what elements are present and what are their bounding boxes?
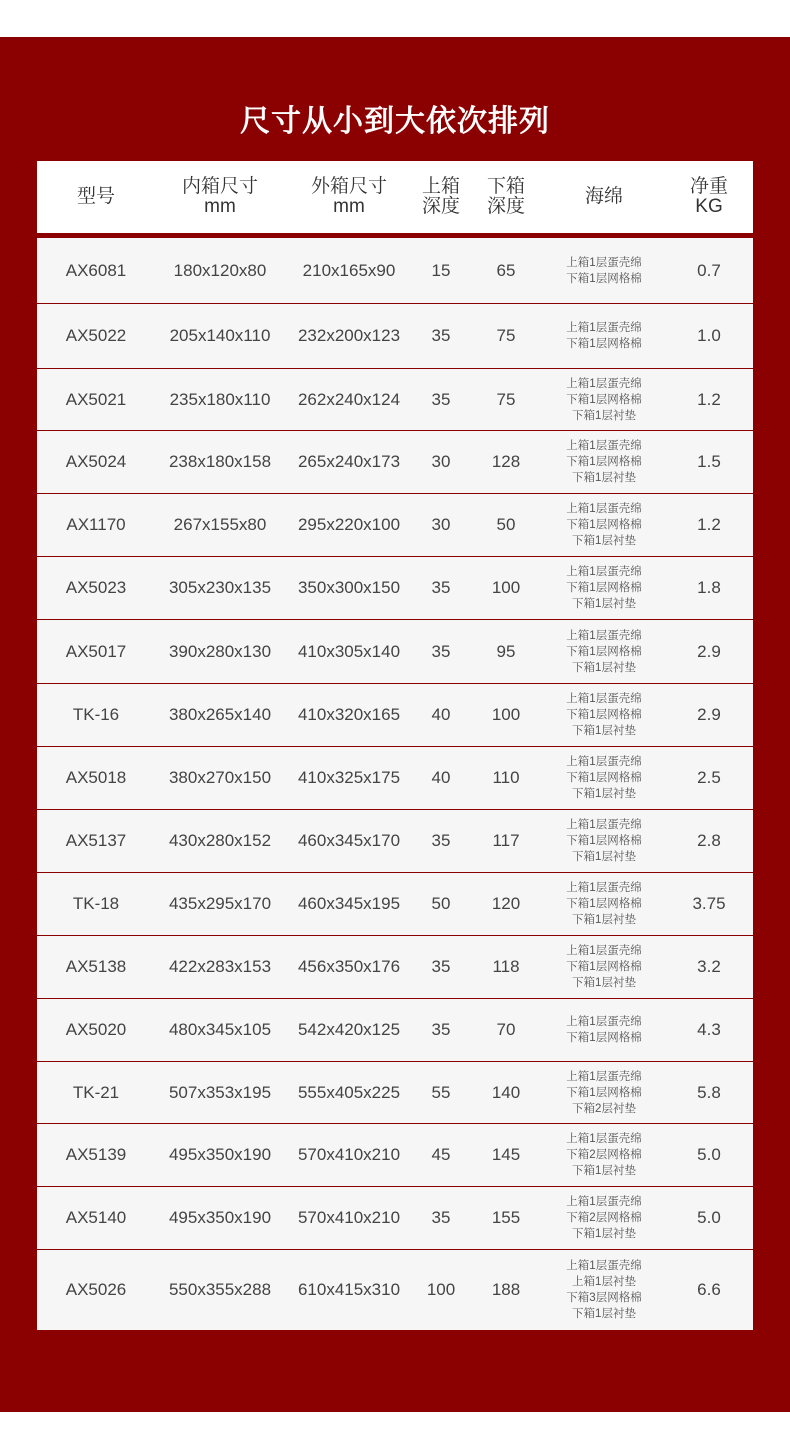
- bottom-depth-cell: 75: [496, 326, 516, 345]
- table-row: [37, 304, 753, 369]
- table-row: [37, 747, 753, 810]
- page-title: 尺寸从小到大依次排列: [240, 104, 550, 139]
- outer-size-cell: 456x350x176: [297, 957, 401, 976]
- bottom-depth-cell: 65: [496, 260, 516, 280]
- model-cell: AX1170: [66, 515, 126, 534]
- weight-cell: 3.2: [697, 957, 721, 976]
- foam-line: 上箱1层蛋壳绵: [566, 256, 642, 269]
- foam-line: 上箱1层蛋壳绵: [566, 882, 642, 894]
- header-label-line: mm: [204, 196, 236, 217]
- table-row: [37, 620, 753, 684]
- inner-size-cell: 380x265x140: [168, 705, 272, 724]
- foam-line: 下箱2层衬垫: [572, 1102, 636, 1115]
- foam-cell: [543, 810, 665, 872]
- outer-size-cell: 570x410x210: [297, 1208, 401, 1227]
- model-cell: AX5138: [65, 957, 127, 976]
- top-depth-cell: 35: [431, 957, 451, 976]
- outer-size-cell: 232x200x123: [297, 326, 401, 345]
- weight-cell: 2.5: [697, 768, 721, 787]
- model-cell: AX5018: [65, 768, 127, 787]
- model-cell: AX5026: [65, 1280, 127, 1299]
- top-depth-cell: 100: [426, 1280, 456, 1299]
- model-cell: AX5021: [65, 389, 127, 409]
- foam-line: 上箱1层蛋壳绵: [566, 503, 642, 515]
- inner-size-cell: 390x280x130: [168, 641, 272, 661]
- top-depth-cell: 30: [431, 515, 451, 534]
- foam-line: 下箱1层衬垫: [572, 725, 636, 737]
- header-label-line: 深度: [486, 196, 525, 217]
- top-depth-cell: 35: [431, 389, 451, 409]
- foam-line: 上箱1层蛋壳绵: [566, 693, 642, 705]
- inner-size-cell: 495x350x190: [168, 1208, 272, 1227]
- inner-size-cell: 380x270x150: [168, 768, 272, 787]
- foam-cell: [543, 747, 665, 809]
- table-row: [37, 1250, 753, 1330]
- table-row: [37, 684, 753, 747]
- bottom-depth-cell: 95: [496, 641, 516, 661]
- foam-line: 上箱1层蛋壳绵: [566, 1016, 642, 1028]
- table-row: [37, 431, 753, 494]
- weight-cell: 1.5: [697, 452, 721, 471]
- foam-line: 下箱1层衬垫: [572, 535, 636, 547]
- foam-cell: [543, 494, 665, 556]
- model-cell: AX5020: [65, 1020, 127, 1039]
- weight-cell: 5.0: [697, 1208, 721, 1227]
- header-inner-size: [155, 161, 285, 233]
- bottom-depth-cell: 70: [496, 1020, 516, 1039]
- outer-size-cell: 460x345x195: [297, 894, 401, 913]
- foam-line: 下箱1层衬垫: [572, 1165, 636, 1177]
- header-weight: [665, 161, 753, 233]
- foam-line: 下箱1层网格棉: [566, 338, 642, 350]
- outer-size-cell: 410x305x140: [297, 641, 401, 661]
- header-outer-size: [285, 161, 413, 233]
- foam-cell: [543, 873, 665, 935]
- foam-line: 下箱1层网格棉: [566, 519, 642, 531]
- header-label-line: KG: [695, 196, 723, 217]
- outer-size-cell: 555x405x225: [297, 1082, 401, 1102]
- foam-line: 上箱1层蛋壳绵: [566, 1196, 642, 1208]
- foam-cell: [543, 1062, 665, 1123]
- foam-line: 下箱1层网格棉: [566, 582, 642, 594]
- model-cell: AX5024: [65, 452, 127, 471]
- foam-line: 上箱1层蛋壳绵: [566, 1260, 642, 1272]
- outer-size-cell: 610x415x310: [297, 1280, 401, 1299]
- foam-line: 上箱1层蛋壳绵: [566, 322, 642, 334]
- top-depth-cell: 40: [431, 705, 451, 724]
- foam-line: 下箱1层网格棉: [566, 835, 642, 847]
- top-depth-cell: 35: [431, 1020, 451, 1039]
- foam-line: 上箱1层蛋壳绵: [566, 819, 642, 831]
- foam-line: 上箱1层蛋壳绵: [566, 377, 642, 390]
- inner-size-cell: 235x180x110: [169, 389, 271, 409]
- bottom-depth-cell: 100: [491, 578, 521, 597]
- inner-size-cell: 305x230x135: [168, 578, 272, 597]
- weight-cell: 1.2: [697, 515, 721, 534]
- inner-size-cell: 435x295x170: [168, 894, 272, 913]
- foam-cell: [543, 557, 665, 619]
- outer-size-cell: 460x345x170: [297, 831, 401, 850]
- foam-line: 下箱1层衬垫: [572, 409, 636, 422]
- weight-cell: 5.0: [697, 1145, 721, 1164]
- size-table: [37, 161, 753, 1330]
- weight-cell: 2.9: [697, 641, 721, 661]
- foam-line: 下箱1层衬垫: [572, 977, 636, 989]
- weight-cell: 2.9: [697, 705, 721, 724]
- weight-cell: 2.8: [697, 831, 721, 850]
- bottom-depth-cell: 117: [492, 831, 520, 850]
- header-label-line: 净重: [689, 176, 728, 197]
- inner-size-cell: 507x353x195: [168, 1082, 272, 1102]
- table-row: [37, 1062, 753, 1124]
- model-cell: TK-18: [72, 894, 120, 913]
- foam-line: 下箱3层网格棉: [566, 1292, 642, 1304]
- model-cell: AX5139: [65, 1145, 127, 1164]
- bottom-depth-cell: 120: [491, 894, 521, 913]
- foam-line: 下箱1层网格棉: [566, 456, 642, 468]
- foam-cell: [543, 1250, 665, 1330]
- table-row: [37, 1187, 753, 1250]
- foam-cell: [543, 620, 665, 683]
- weight-cell: 1.0: [697, 326, 721, 345]
- table-row: [37, 557, 753, 620]
- inner-size-cell: 495x350x190: [168, 1145, 272, 1164]
- bottom-depth-cell: 128: [491, 452, 521, 471]
- foam-line: 上箱1层蛋壳绵: [566, 945, 642, 957]
- outer-size-cell: 542x420x125: [297, 1020, 401, 1039]
- foam-cell: [543, 936, 665, 998]
- foam-line: 上箱1层蛋壳绵: [566, 756, 642, 768]
- foam-line: 下箱1层网格棉: [566, 1032, 642, 1044]
- top-depth-cell: 35: [431, 641, 451, 661]
- foam-line: 下箱1层衬垫: [572, 598, 636, 610]
- top-depth-cell: 35: [431, 578, 451, 597]
- inner-size-cell: 422x283x153: [168, 957, 272, 976]
- table-row: [37, 999, 753, 1062]
- foam-line: 下箱1层网格棉: [566, 772, 642, 784]
- foam-line: 上箱1层蛋壳绵: [566, 566, 642, 578]
- top-depth-cell: 15: [431, 260, 451, 280]
- table-header: [37, 161, 753, 238]
- outer-size-cell: 210x165x90: [302, 260, 396, 280]
- header-label-line: 内箱尺寸: [181, 176, 258, 197]
- outer-size-cell: 262x240x124: [297, 389, 401, 409]
- weight-cell: 1.2: [697, 389, 721, 409]
- bottom-depth-cell: 140: [491, 1082, 521, 1102]
- top-depth-cell: 55: [431, 1082, 451, 1102]
- table-row: [37, 238, 753, 304]
- model-cell: AX5022: [65, 326, 127, 345]
- bottom-depth-cell: 75: [496, 389, 516, 409]
- foam-cell: [543, 999, 665, 1061]
- header-label-line: 下箱: [486, 176, 525, 197]
- header-label-line: mm: [333, 196, 365, 217]
- outer-size-cell: 265x240x173: [297, 452, 401, 471]
- inner-size-cell: 430x280x152: [168, 831, 272, 850]
- outer-size-cell: 350x300x150: [297, 578, 401, 597]
- foam-cell: [543, 1187, 665, 1249]
- bottom-depth-cell: 110: [492, 768, 520, 787]
- inner-size-cell: 180x120x80: [173, 260, 267, 280]
- outer-size-cell: 410x325x175: [297, 768, 401, 787]
- table-row: [37, 810, 753, 873]
- foam-cell: [543, 684, 665, 746]
- outer-size-cell: 410x320x165: [297, 705, 401, 724]
- weight-cell: 5.8: [697, 1082, 721, 1102]
- foam-line: 上箱1层蛋壳绵: [566, 1070, 642, 1083]
- foam-line: 下箱2层网格棉: [566, 1149, 642, 1161]
- bottom-depth-cell: 50: [496, 515, 516, 534]
- foam-line: 上箱1层衬垫: [572, 1276, 636, 1288]
- foam-line: 下箱1层衬垫: [572, 1228, 636, 1240]
- header-label-line: 外箱尺寸: [310, 176, 387, 197]
- bottom-depth-cell: 118: [492, 957, 520, 976]
- top-depth-cell: 35: [431, 831, 451, 850]
- foam-line: 上箱1层蛋壳绵: [566, 440, 642, 452]
- weight-cell: 1.8: [697, 578, 721, 597]
- header-label-line: 型号: [76, 186, 115, 207]
- inner-size-cell: 267x155x80: [173, 515, 267, 534]
- bottom-depth-cell: 145: [491, 1145, 521, 1164]
- foam-line: 下箱1层衬垫: [572, 1308, 636, 1320]
- foam-line: 下箱1层衬垫: [572, 661, 636, 674]
- weight-cell: 4.3: [697, 1020, 721, 1039]
- foam-line: 下箱1层网格棉: [566, 272, 642, 285]
- table-row: [37, 369, 753, 431]
- header-label-line: 上箱: [421, 176, 460, 197]
- weight-cell: 0.7: [697, 260, 721, 280]
- top-depth-cell: 30: [431, 452, 451, 471]
- header-foam: [543, 161, 665, 233]
- outer-size-cell: 295x220x100: [297, 515, 401, 534]
- model-cell: AX6081: [65, 260, 127, 280]
- model-cell: AX5023: [65, 578, 127, 597]
- foam-cell: [543, 431, 665, 493]
- header-label-line: 深度: [421, 196, 460, 217]
- model-cell: AX5017: [65, 641, 127, 661]
- bottom-depth-cell: 100: [491, 705, 521, 724]
- header-bottom-depth: [469, 161, 543, 233]
- table-row: [37, 873, 753, 936]
- top-depth-cell: 50: [431, 894, 451, 913]
- foam-cell: [543, 369, 665, 430]
- foam-cell: [543, 238, 665, 303]
- top-depth-cell: 35: [431, 1208, 451, 1227]
- foam-line: 下箱1层网格棉: [566, 898, 642, 910]
- foam-line: 下箱1层衬垫: [572, 851, 636, 863]
- foam-line: 上箱1层蛋壳绵: [566, 629, 642, 642]
- foam-line: 下箱1层衬垫: [572, 788, 636, 800]
- header-top-depth: [413, 161, 469, 233]
- top-depth-cell: 45: [431, 1145, 451, 1164]
- foam-line: 下箱1层衬垫: [572, 914, 636, 926]
- model-cell: AX5140: [65, 1208, 127, 1227]
- foam-line: 下箱1层网格棉: [566, 1086, 642, 1099]
- table-row: [37, 494, 753, 557]
- foam-cell: [543, 1124, 665, 1186]
- model-cell: TK-21: [72, 1082, 120, 1102]
- top-depth-cell: 35: [431, 326, 451, 345]
- bottom-depth-cell: 155: [491, 1208, 521, 1227]
- inner-size-cell: 550x355x288: [168, 1280, 272, 1299]
- foam-line: 下箱1层网格棉: [566, 645, 642, 658]
- foam-cell: [543, 304, 665, 368]
- header-model: [37, 161, 155, 233]
- foam-line: 上箱1层蛋壳绵: [566, 1133, 642, 1145]
- weight-cell: 3.75: [692, 894, 726, 913]
- model-cell: TK-16: [72, 705, 120, 724]
- table-row: [37, 1124, 753, 1187]
- foam-line: 下箱1层衬垫: [572, 472, 636, 484]
- foam-line: 下箱1层网格棉: [566, 393, 642, 406]
- foam-line: 下箱2层网格棉: [566, 1212, 642, 1224]
- model-cell: AX5137: [65, 831, 127, 850]
- table-row: [37, 936, 753, 999]
- foam-line: 下箱1层网格棉: [566, 961, 642, 973]
- header-label-line: 海绵: [584, 186, 623, 207]
- inner-size-cell: 480x345x105: [168, 1020, 272, 1039]
- bottom-depth-cell: 188: [491, 1280, 521, 1299]
- inner-size-cell: 238x180x158: [168, 452, 272, 471]
- table-body: [37, 238, 753, 1330]
- outer-size-cell: 570x410x210: [297, 1145, 401, 1164]
- inner-size-cell: 205x140x110: [169, 326, 271, 345]
- foam-line: 下箱1层网格棉: [566, 709, 642, 721]
- weight-cell: 6.6: [697, 1280, 721, 1299]
- top-depth-cell: 40: [431, 768, 451, 787]
